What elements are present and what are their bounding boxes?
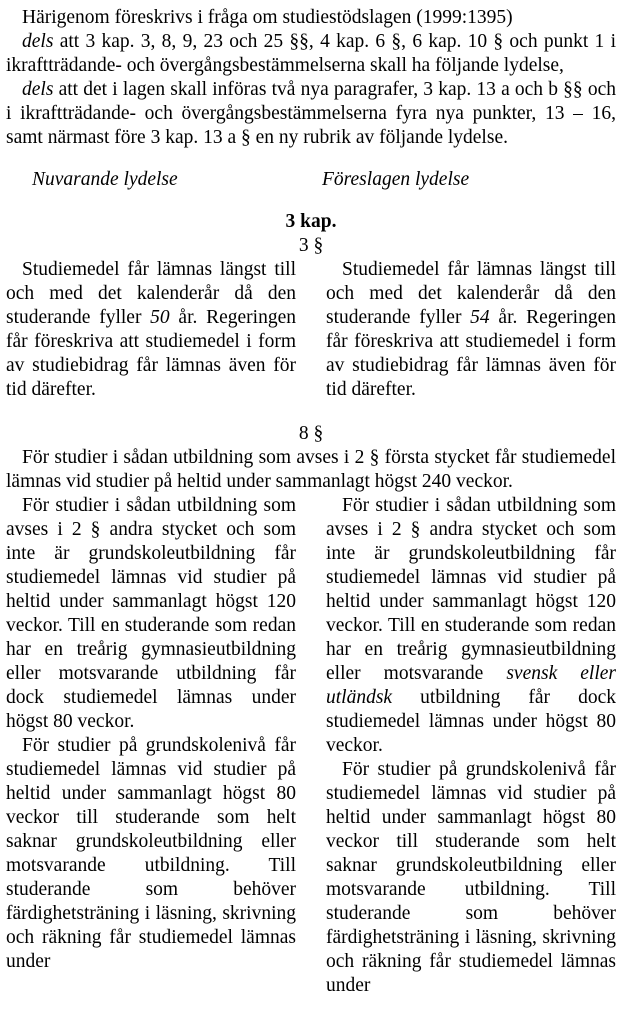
text: Studiemedel får lämnas längst till och med det kalenderår då den studerande fyller bbox=[6, 259, 296, 328]
section-3-columns bbox=[6, 258, 616, 402]
section-3-proposed bbox=[326, 258, 616, 402]
age-value: 54 bbox=[470, 307, 490, 328]
intro-line bbox=[6, 6, 616, 30]
age-value: 50 bbox=[150, 307, 170, 328]
paragraph bbox=[326, 494, 616, 758]
dels-clause-2 bbox=[6, 78, 616, 150]
text: utbildning får dock studiemedel lämnas under högst 80 veckor. bbox=[326, 687, 616, 756]
chapter-heading: 3 kap. bbox=[285, 211, 337, 232]
text: år. Regeringen får föreskriva att studiemedel i form av studiebidrag får lämnas även för tid därefter. bbox=[326, 307, 616, 400]
dels-clause-1 bbox=[6, 30, 616, 78]
paragraph bbox=[6, 258, 296, 402]
paragraph: För studier i sådan utbildning som avses i 2 § andra stycket och som inte är grundskoleutbildning får studiemedel lämnas vid studier på heltid under sammanlagt högst 120 veckor. Till en studerande som redan har en treårig gymnasieutbildning eller motsvarande utbildning får dock studiemedel lämnas under högst 80 veckor. bbox=[6, 495, 296, 732]
text: Studiemedel får lämnas längst till och med det kalenderår då den studerande fyller bbox=[326, 259, 616, 328]
text: För studier i sådan utbildning som avses i 2 § andra stycket och som inte är grundskoleutbildning får studiemedel lämnas vid studier på heltid under sammanlagt högst 120 veckor. Till en studerande som redan har en treårig gymnasieutbildning eller motsvarande bbox=[326, 495, 616, 684]
section-8-proposed bbox=[326, 494, 616, 998]
paragraph: För studier på grundskolenivå får studiemedel lämnas vid studier på heltid under sammanlagt högst 80 veckor till studerande som helt saknar grundskoleutbildning eller motsvarande utbildning. Till studerande som behöver färdighetsträning i läsning, skrivning och räkning får studiemedel lämnas under bbox=[326, 759, 616, 996]
section-8-current bbox=[6, 494, 296, 998]
intro-text: Härigenom föreskrivs i fråga om studiestödslagen (1999:1395) bbox=[22, 7, 513, 28]
proposed-version-heading: Föreslagen lydelse bbox=[322, 169, 470, 190]
dels-keyword: dels bbox=[22, 79, 54, 100]
current-version-heading: Nuvarande lydelse bbox=[32, 169, 178, 190]
inserted-text: svensk eller utländsk bbox=[326, 663, 616, 708]
paragraph bbox=[326, 258, 616, 402]
section-8-label: 8 § bbox=[298, 423, 324, 444]
section-3-current bbox=[6, 258, 296, 402]
paragraph: För studier i sådan utbildning som avses i 2 § första stycket får studiemedel lämnas vid studier på heltid under sammanlagt högst 240 veckor. bbox=[6, 447, 616, 492]
column-headings bbox=[6, 168, 616, 208]
intro bbox=[6, 6, 616, 150]
dels-clause-text: att det i lagen skall införas två nya paragrafer, 3 kap. 13 a och b §§ och i ikraftträdande- och övergångsbestämmelserna fyra nya punkter, 13 – 16, samt närmast före 3 kap. 13 a § en ny rubrik av följande lydelse. bbox=[6, 79, 616, 148]
section-8-columns bbox=[6, 494, 616, 998]
dels-clause-text: att 3 kap. 3, 8, 9, 23 och 25 §§, 4 kap. 6 §, 6 kap. 10 § och punkt 1 i ikraftträdande- och övergångsbestämmelserna skall ha följande lydelse, bbox=[6, 31, 616, 76]
paragraph: För studier på grundskolenivå får studiemedel lämnas vid studier på heltid under sammanlagt högst 80 veckor till studerande som helt saknar grundskoleutbildning eller motsvarande utbildning. Till studerande som behöver färdighetsträning i läsning, skrivning och räkning får studiemedel lämnas under bbox=[6, 735, 296, 972]
section-8-common bbox=[6, 446, 616, 494]
text: år. Regeringen får föreskriva att studiemedel i form av studiebidrag får lämnas även för tid därefter. bbox=[6, 307, 296, 400]
section-3-label: 3 § bbox=[298, 235, 324, 256]
document-page bbox=[6, 6, 616, 998]
dels-keyword: dels bbox=[22, 31, 54, 52]
